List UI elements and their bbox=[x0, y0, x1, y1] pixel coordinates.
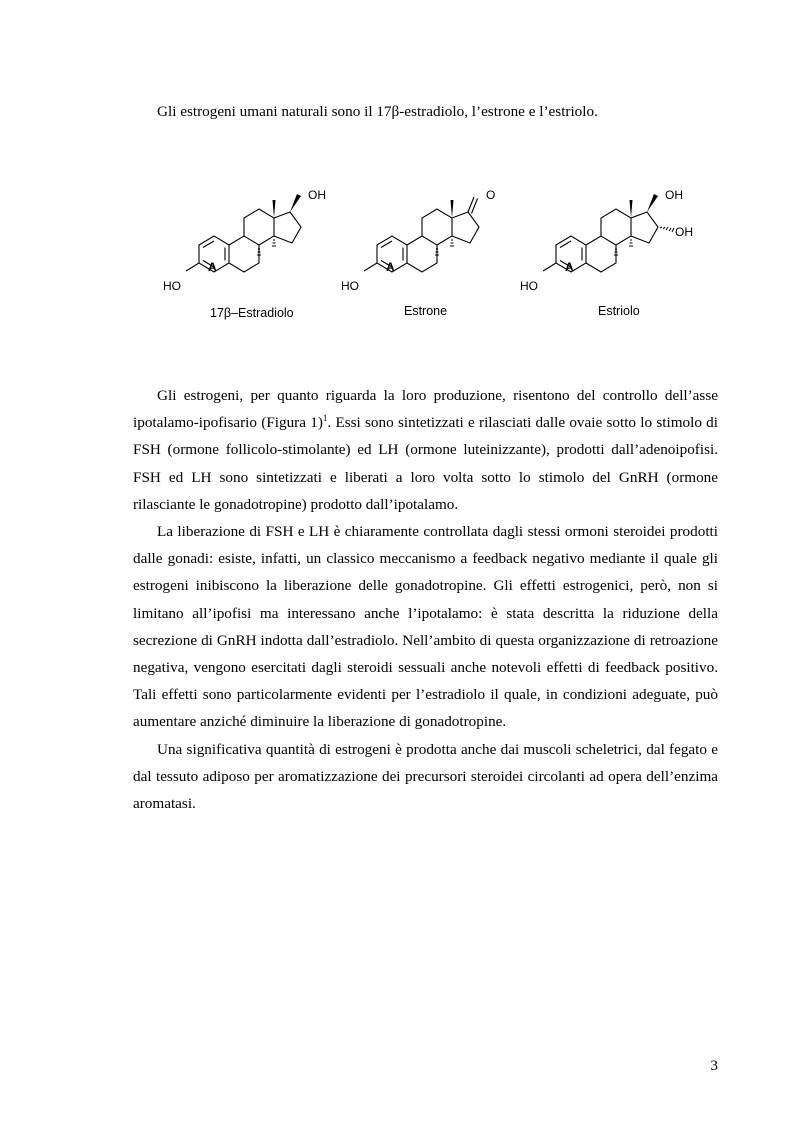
estriol-name: Estriolo bbox=[598, 304, 640, 318]
ring-a-label: A bbox=[208, 260, 217, 274]
estrone-ho-label: HO bbox=[341, 279, 359, 293]
paragraph-1-part-a: Gli estrogeni, per quanto riguarda la loro produzione, risentono del controllo dell’asse ipotalamo-ipofisario (Figura 1) bbox=[133, 387, 718, 432]
reference-superscript: 1 bbox=[322, 413, 328, 424]
estriol-oh16-label: OH bbox=[675, 225, 693, 239]
estradiol-ho-label: HO bbox=[163, 279, 181, 293]
estradiol-structure bbox=[163, 188, 326, 320]
steroid-structures-figure bbox=[150, 175, 730, 335]
estradiol-oh-label: OH bbox=[308, 188, 326, 202]
body-text bbox=[133, 382, 718, 817]
paragraph-1 bbox=[133, 382, 718, 518]
estradiol-name: 17β–Estradiolo bbox=[210, 306, 294, 320]
estrone-name: Estrone bbox=[404, 304, 448, 318]
paragraph-3: Una significativa quantità di estrogeni è prodotta anche dai muscoli scheletrici, dal fegato e dal tessuto adiposo per aromatizzazione dei precursori steroidei circolanti ad opera dell’enzima aromatasi. bbox=[133, 740, 718, 813]
paragraph-2: La liberazione di FSH e LH è chiaramente controllata dagli stessi ormoni steroidei prodotti dalle gonadi: esiste, infatti, un classico meccanismo a feedback negativo mediante il quale gli estrogeni inibiscono la liberazione delle gonadotropine. Gli effetti estrogenici, però, non si limitano all’ipofisi ma interessano anche l’ipotalamo: è stata descritta la riduzione della secrezione di GnRH indotta dall’estradiolo. Nell’ambito di questa organizzazione di retroazione negativa, vengono esercitati dagli steroidi sessuali anche notevoli effetti di feedback positivo. Tali effetti sono particolarmente evidenti per l’estradiolo il quale, in condizioni adeguate, può aumentare anziché diminuire la liberazione di gonadotropine. bbox=[133, 523, 718, 731]
ring-a-label: A bbox=[565, 260, 574, 274]
estriol-structure bbox=[520, 188, 693, 318]
estriol-oh17-label: OH bbox=[665, 188, 683, 202]
intro-sentence: Gli estrogeni umani naturali sono il 17β-estradiolo, l’estrone e l’estriolo. bbox=[157, 103, 598, 120]
ring-a-label: A bbox=[386, 260, 395, 274]
page-number: 3 bbox=[710, 1057, 718, 1074]
paragraph-1-part-b: . Essi sono sintetizzati e rilasciati dalle ovaie sotto lo stimolo di FSH (ormone follicolo-stimolante) ed LH (ormone luteinizzante), prodotti dall’adenoipofisi. FSH ed LH sono sintetizzati e liberati a loro volta sotto lo stimolo del GnRH (ormone rilasciante le gonadotropine) prodotto dall’ipotalamo. bbox=[133, 414, 718, 513]
estrone-oxygen-label: O bbox=[486, 188, 496, 202]
estrone-structure bbox=[341, 188, 495, 318]
estriol-ho-label: HO bbox=[520, 279, 538, 293]
